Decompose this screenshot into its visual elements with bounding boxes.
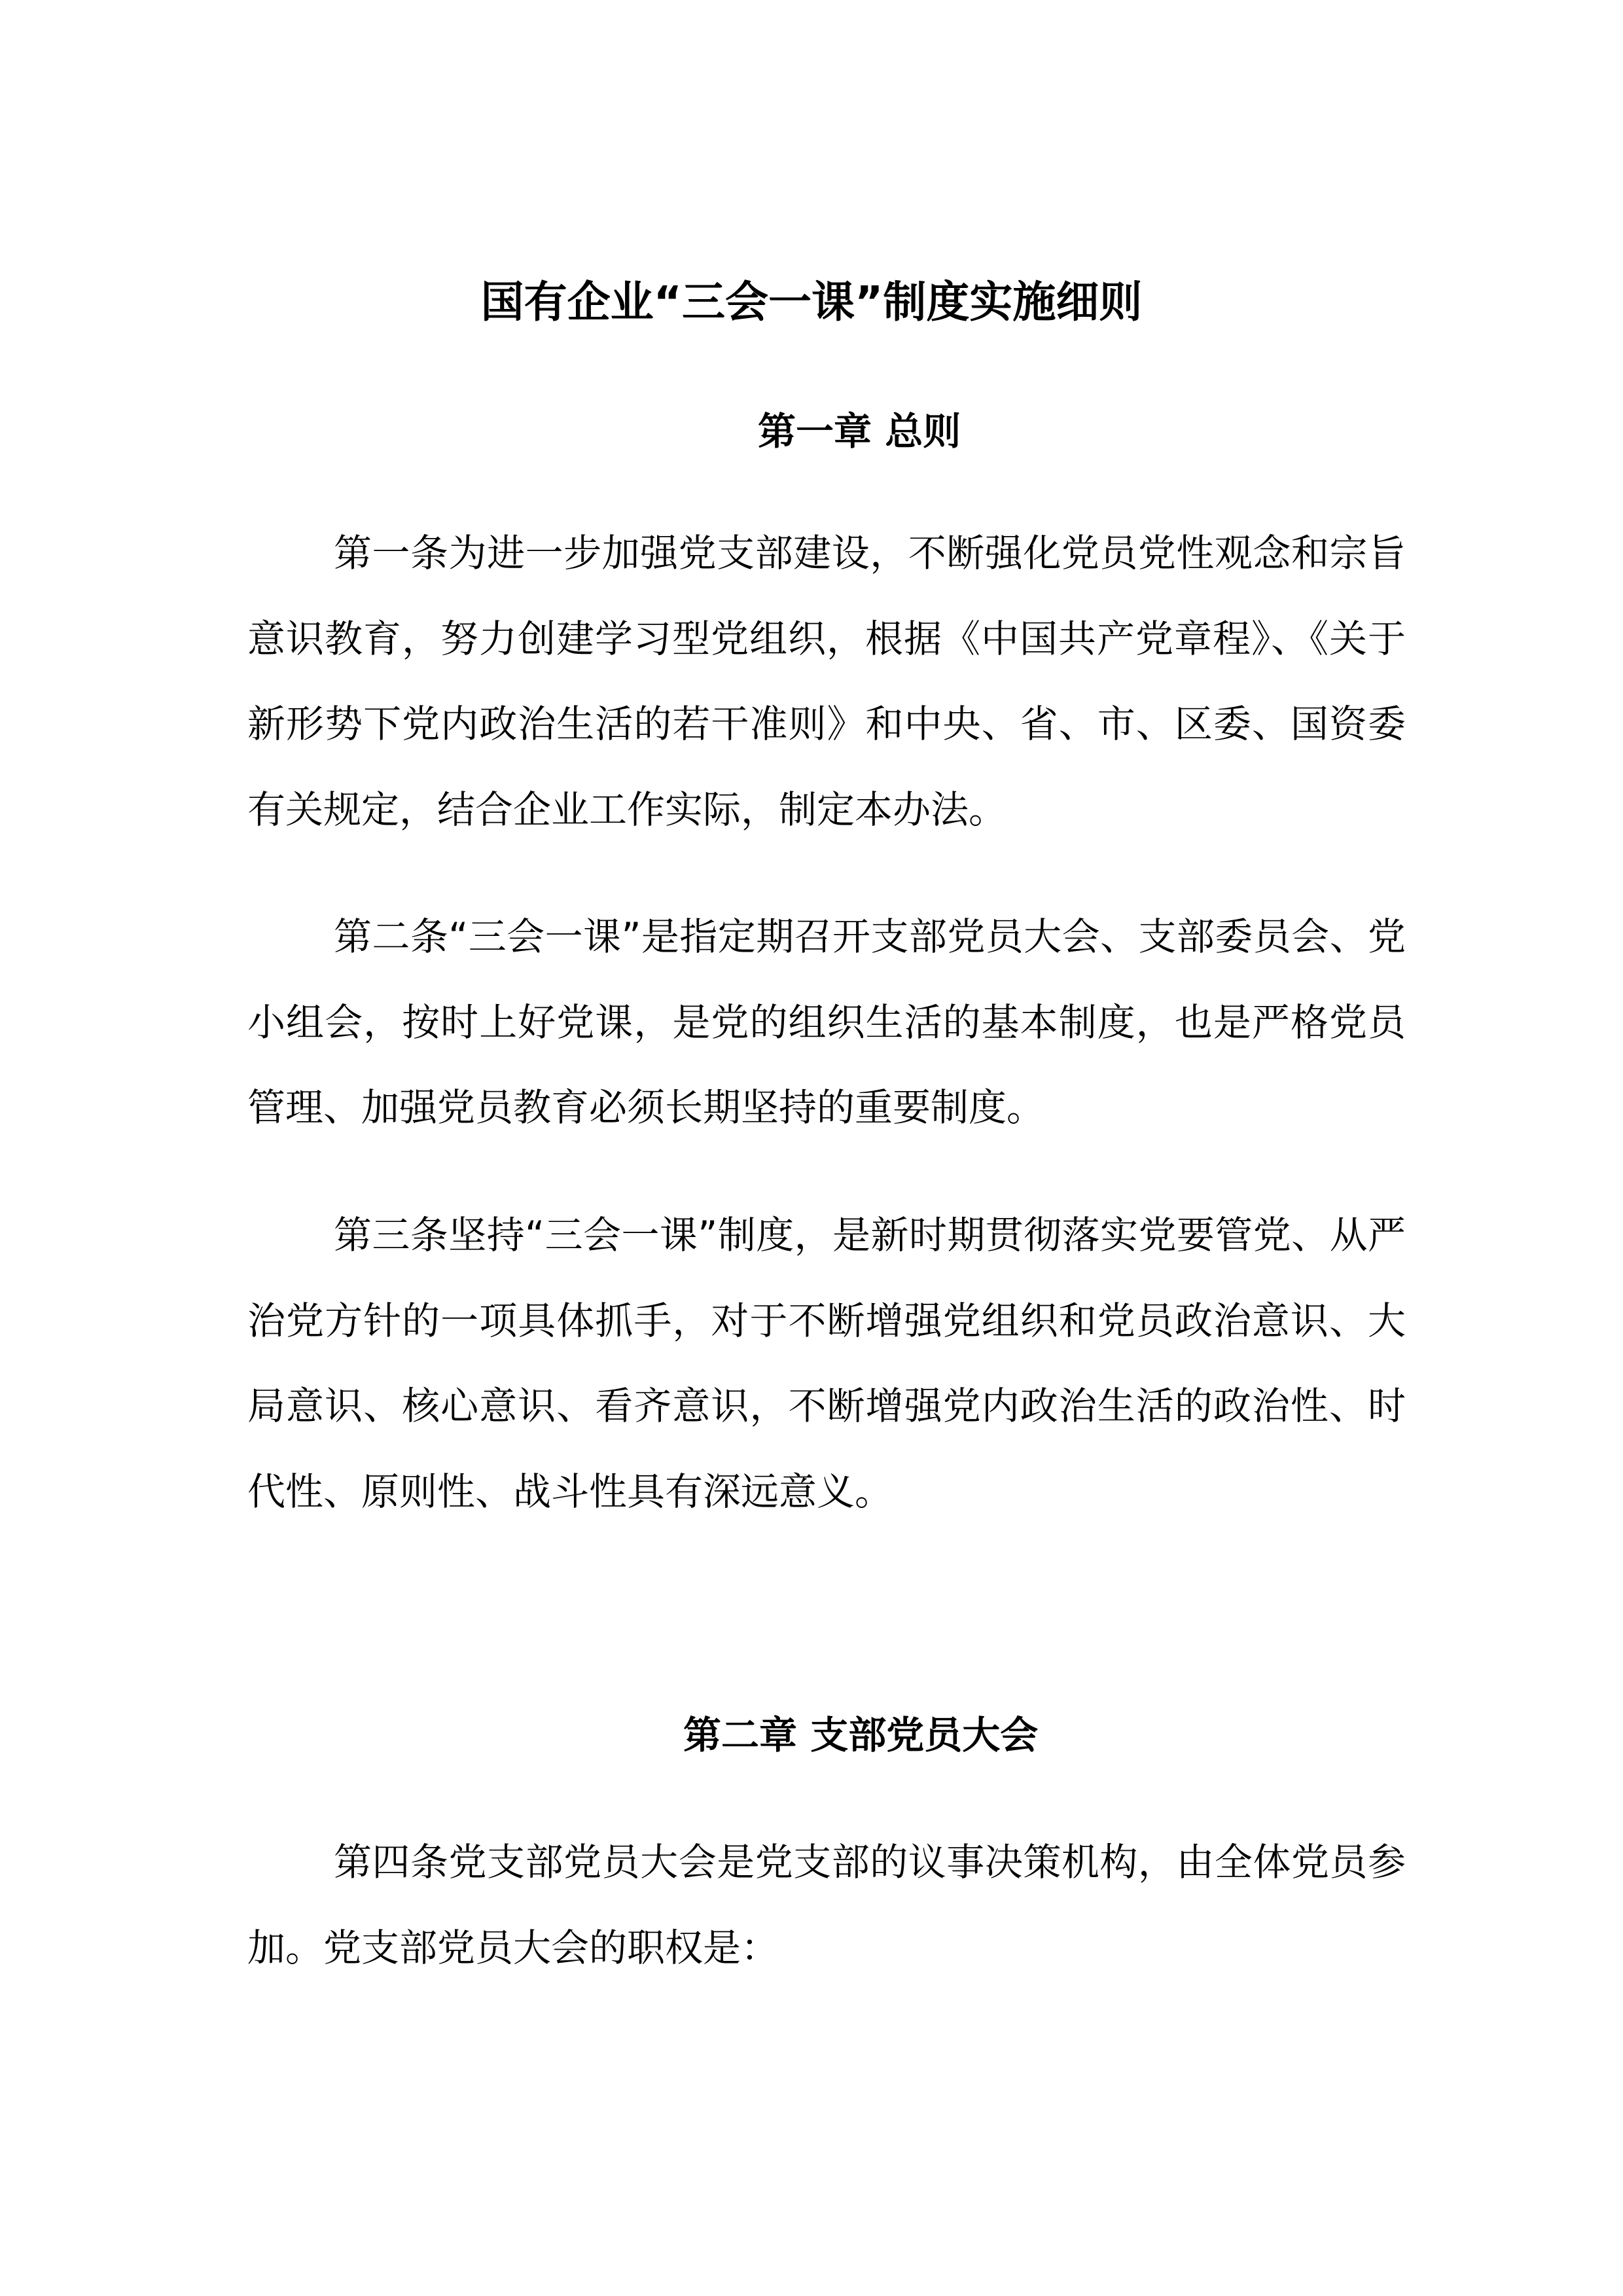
article-4-paragraph: 第四条党支部党员大会是党支部的议事决策机构，由全体党员参加。党支部党员大会的职权是： [247, 1840, 1406, 1970]
chapter-1-heading: 第一章 总则 [758, 409, 961, 454]
document-title: 国有企业“三会一课”制度实施细则 [480, 277, 1143, 327]
article-1-paragraph: 第一条为进一步加强党支部建设，不断强化党员党性观念和宗旨意识教育，努力创建学习型党组织，根据《中国共产党章程》、《关于新形势下党内政治生活的若干准则》和中央、省、市、区委、国资委有关规定，结合企业工作实际，制定本办法。 [247, 531, 1406, 832]
article-3-paragraph: 第三条坚持“三会一课”制度，是新时期贯彻落实党要管党、从严治党方针的一项具体抓手，对于不断增强党组织和党员政治意识、大局意识、核心意识、看齐意识，不断增强党内政治生活的政治性、时代性、原则性、战斗性具有深远意义。 [247, 1213, 1406, 1514]
chapter-2-heading: 第二章 支部党员大会 [683, 1713, 1039, 1757]
article-2-paragraph: 第二条“三会一课”是指定期召开支部党员大会、支部委员会、党小组会，按时上好党课，是党的组织生活的基本制度，也是严格党员管理、加强党员教育必须长期坚持的重要制度。 [247, 914, 1406, 1130]
